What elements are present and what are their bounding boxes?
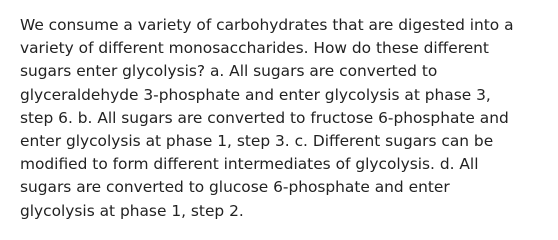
question-line: step 6. b. All sugars are converted to fructose 6-phosphate and <box>20 108 509 127</box>
question-line: sugars are converted to glucose 6-phosphate and enter <box>20 178 450 197</box>
question-line: glycolysis at phase 1, step 2. <box>20 201 244 220</box>
question-line: enter glycolysis at phase 1, step 3. c. Different sugars can be <box>20 132 494 151</box>
question-line: modified to form different intermediates of glycolysis. d. All <box>20 155 479 174</box>
question-line: glyceraldehyde 3-phosphate and enter glycolysis at phase 3, <box>20 85 491 104</box>
question-text <box>20 14 542 223</box>
question-line: variety of different monosaccharides. How do these different <box>20 39 489 58</box>
question-line: We consume a variety of carbohydrates that are digested into a <box>20 16 514 34</box>
question-line: sugars enter glycolysis? a. All sugars are converted to <box>20 62 438 81</box>
